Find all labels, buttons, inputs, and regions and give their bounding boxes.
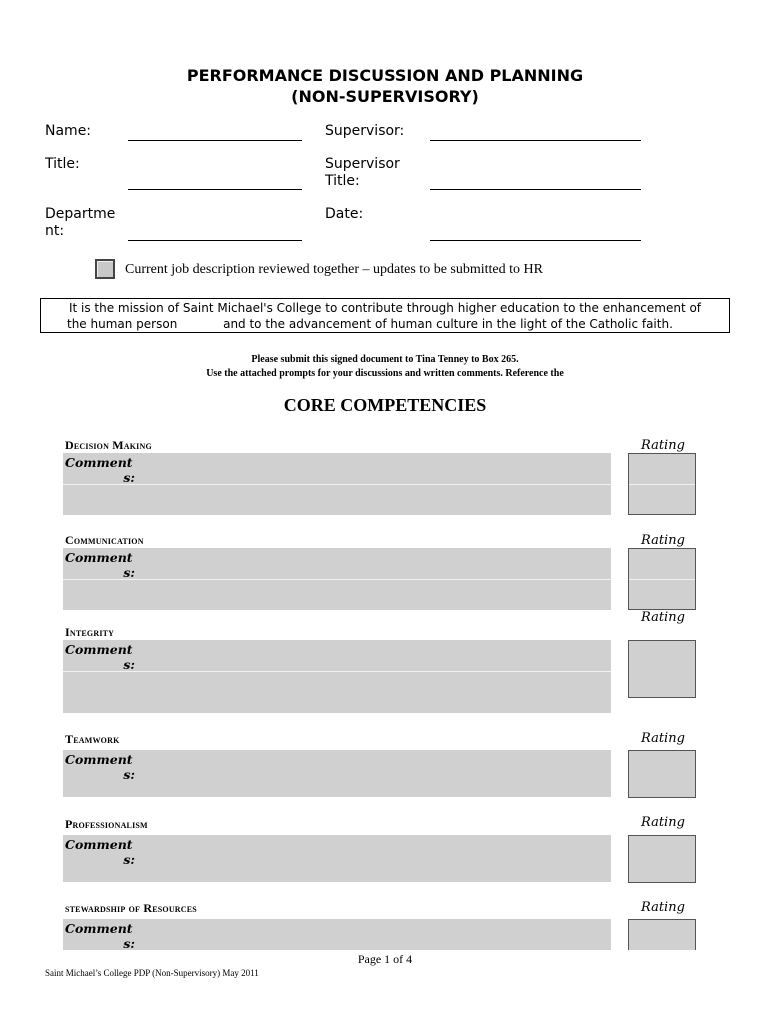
stewardship-comments-field[interactable]: [63, 919, 611, 950]
teamwork-rating-box[interactable]: [628, 750, 696, 798]
rating-label: Rating: [641, 815, 685, 830]
professionalism-rating-box[interactable]: [628, 835, 696, 883]
job-description-checkbox-label: Current job description reviewed together – updates to be submitted to HR: [125, 262, 543, 277]
section-title-stewardship: stewardship of Resources: [65, 901, 197, 915]
rating-divider: [629, 484, 695, 485]
professionalism-comments-field[interactable]: [63, 835, 611, 882]
section-title-communication: Communication: [65, 533, 144, 547]
supervisor-title-label: Supervisor Title:: [325, 156, 400, 189]
department-label: Departme nt:: [45, 206, 116, 239]
section-title-integrity: Integrity: [65, 625, 115, 639]
page-title-line1: PERFORMANCE DISCUSSION AND PLANNING: [186, 66, 584, 85]
department-field[interactable]: [128, 240, 302, 241]
rating-divider: [629, 579, 695, 580]
section-title-teamwork: Teamwork: [65, 732, 120, 746]
teamwork-comments-field[interactable]: [63, 750, 611, 797]
section-title-decision-making: Decision Making: [65, 438, 152, 452]
integrity-comments-field[interactable]: [63, 640, 611, 713]
date-field[interactable]: [430, 240, 641, 241]
page-title-line2: (NON-SUPERVISORY): [291, 87, 479, 106]
integrity-rating-box[interactable]: [628, 640, 696, 698]
core-competencies-heading: CORE COMPETENCIES: [283, 395, 487, 415]
title-label: Title:: [45, 156, 80, 172]
supervisor-field[interactable]: [430, 140, 641, 141]
name-label: Name:: [45, 123, 92, 139]
document-footer: Saint Michael’s College PDP (Non-Supervisory) May 2011: [45, 968, 259, 978]
field-divider: [63, 671, 611, 672]
instructions-line2: Use the attached prompts for your discussions and written comments. Reference the: [206, 368, 564, 379]
supervisor-label: Supervisor:: [325, 123, 405, 139]
stewardship-rating-box[interactable]: [628, 919, 696, 950]
date-label: Date:: [325, 206, 364, 222]
comments-label: Comment s:: [65, 550, 135, 580]
rating-label: Rating: [641, 533, 685, 548]
section-title-professionalism: Professionalism: [65, 817, 148, 831]
comments-label: Comment s:: [65, 642, 135, 672]
comments-label: Comment s:: [65, 921, 135, 951]
comments-label: Comment s:: [65, 455, 135, 485]
field-divider: [63, 579, 611, 580]
rating-label: Rating: [641, 731, 685, 746]
mission-statement: It is the mission of Saint Michael's College to contribute through higher education to the enhancement of the human person and to the advancement of human culture in the light of the Catholic faith.: [40, 298, 730, 333]
rating-label: Rating: [641, 900, 685, 915]
field-divider: [63, 484, 611, 485]
rating-label: Rating: [641, 610, 685, 625]
title-field[interactable]: [128, 189, 302, 190]
page-number: Page 1 of 4: [357, 952, 413, 966]
rating-label: Rating: [641, 438, 685, 453]
supervisor-title-field[interactable]: [430, 189, 641, 190]
name-field[interactable]: [128, 140, 302, 141]
instructions-line1: Please submit this signed document to Tina Tenney to Box 265.: [251, 354, 519, 365]
comments-label: Comment s:: [65, 752, 135, 782]
job-description-checkbox[interactable]: [95, 259, 115, 279]
comments-label: Comment s:: [65, 837, 135, 867]
